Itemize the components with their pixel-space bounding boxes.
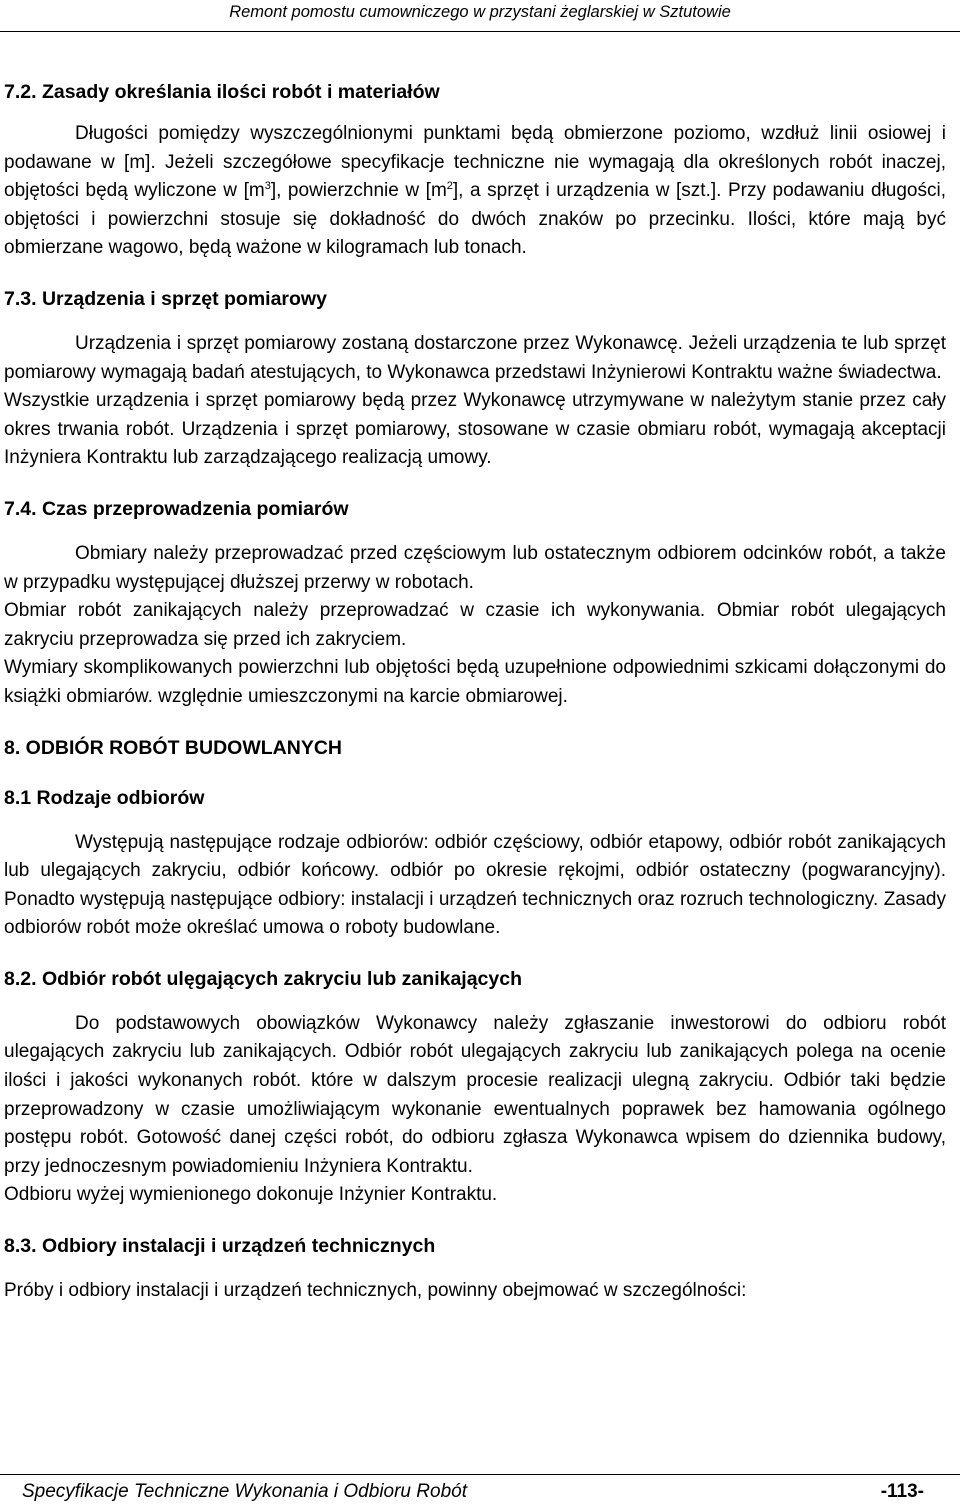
paragraph-7-3-1: Urządzenia i sprzęt pomiarowy zostaną dostarczone przez Wykonawcę. Jeżeli urządzenia te lub sprzęt pomiarowy wymagają badań atestujących, to Wykonawca przedstawi Inżynierowi Kontraktu ważne świadectwa. xyxy=(4,332,946,383)
heading-7-4: 7.4. Czas przeprowadzenia pomiarów xyxy=(4,497,349,520)
paragraph-7-3-2: Wszystkie urządzenia i sprzęt pomiarowy będą przez Wykonawcę utrzymywane w należytym stanie przez cały okres trwania robót. Urządzenia i sprzęt pomiarowy, stosowane w czasie obmiaru robót, wymagają akceptacji Inżyniera Kontraktu lub zarządzającego realizacją umowy. xyxy=(4,390,946,469)
header-title: Remont pomostu cumowniczego w przystani żeglarskiej w Sztutowie xyxy=(229,3,731,21)
heading-8-3: 8.3. Odbiory instalacji i urządzeń technicznych xyxy=(4,1235,436,1258)
heading-7-2: 7.2. Zasady określania ilości robót i materiałów xyxy=(4,81,440,103)
paragraph-8-1-1: Występują następujące rodzaje odbiorów: odbiór częściowy, odbiór etapowy, odbiór robót zanikających lub ulegających zakryciu, odbiór końcowy. odbiór po okresie rękojmi, odbiór ostateczny (pogwarancyjny). Ponadto występują następujące odbiory: instalacji i urządzeń technicznych oraz rozruch technologiczny. Zasady odbiorów robót może określać umowa o roboty budowlane. xyxy=(4,831,946,939)
document-body xyxy=(4,78,946,1306)
heading-8-1: 8.1 Rodzaje odbiorów xyxy=(4,786,205,809)
heading-7-3: 7.3. Urządzenia i sprzęt pomiarowy xyxy=(4,287,327,310)
paragraph-8-3-1: Próby i odbiory instalacji i urządzeń technicznych, powinny obejmować w szczególności: xyxy=(4,1280,747,1302)
footer-title: Specyfikacje Techniczne Wykonania i Odbioru Robót xyxy=(22,1481,467,1502)
paragraph-7-4-1: Obmiary należy przeprowadzać przed częściowym lub ostatecznym odbiorem odcinków robót, a także w przypadku występującej dłuższej przerwy w robotach. xyxy=(4,542,946,593)
paragraph-7-4-3: Wymiary skomplikowanych powierzchni lub objętości będą uzupełnione odpowiednimi szkicami dołączonymi do książki obmiarów. względnie umieszczonymi na karcie obmiarowej. xyxy=(4,657,946,707)
paragraph-7-4-2: Obmiar robót zanikających należy przeprowadzać w czasie ich wykonywania. Obmiar robót ulegających zakryciu przeprowadza się przed ich zakryciem. xyxy=(4,600,946,650)
page-number: -113- xyxy=(880,1481,924,1502)
paragraph-8-2-1: Do podstawowych obowiązków Wykonawcy należy zgłaszanie inwestorowi do odbioru robót ulegających zakryciu lub zanikających. Odbiór robót ulegających zakryciu lub zanikających polega na ocenie ilości i jakości wykonanych robót. które w dalszym procesie realizacji ulegną zakryciu. Odbiór taki będzie przeprowadzony w czasie umożliwiającym wykonanie ewentualnych poprawek bez hamowania ogólnego postępu robót. Gotowość danej części robót, do odbioru zgłasza Wykonawca wpisem do dziennika budowy, przy jednoczesnym powiadomieniu Inżyniera Kontraktu. xyxy=(4,1012,946,1177)
heading-8-2: 8.2. Odbiór robót ulęgających zakryciu lub zanikających xyxy=(4,967,523,990)
running-header xyxy=(0,0,960,32)
paragraph-7-2-1: Długości pomiędzy wyszczególnionymi punktami będą obmierzone poziomo, wzdłuż linii osiowej i podawane w [m]. Jeżeli szczegółowe specyfikacje techniczne nie wymagają dla określonych robót inaczej, objętości będą wyliczone w $[m^3]$, powierzchnie w $[m^2]$, a sprzęt i urządzenia w [szt.]. Przy podawaniu długości, objętości i powierzchni stosuje się dokładność do dwóch znaków po przecinku. Ilości, które mają być obmierzane wagowo, będą ważone w kilogramach lub tonach. xyxy=(4,123,946,259)
heading-8: 8. ODBIÓR ROBÓT BUDOWLANYCH xyxy=(4,736,342,759)
running-footer xyxy=(0,1474,960,1506)
paragraph-8-2-2: Odbioru wyżej wymienionego dokonuje Inżynier Kontraktu. xyxy=(4,1184,498,1206)
